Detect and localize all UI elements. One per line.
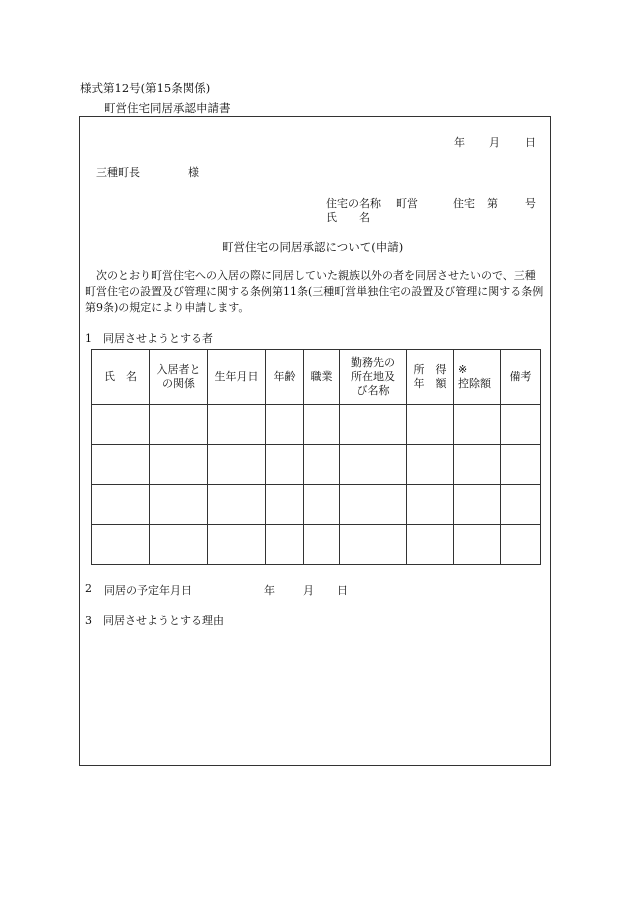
cell-workplace[interactable] xyxy=(340,445,407,485)
form-subtitle: 町営住宅同居承認申請書 xyxy=(104,101,231,115)
cell-age[interactable] xyxy=(266,445,304,485)
date-month: 月 xyxy=(489,136,500,149)
cell-relation[interactable] xyxy=(150,445,208,485)
cell-remarks[interactable] xyxy=(501,485,541,525)
cell-remarks[interactable] xyxy=(501,445,541,485)
cell-relation[interactable] xyxy=(150,525,208,565)
addressee-honorific: 様 xyxy=(188,166,199,179)
header-income: 所 得 年 額 xyxy=(407,350,454,405)
table-row xyxy=(92,405,541,445)
cohabitant-table xyxy=(91,349,541,565)
section2-day: 日 xyxy=(337,584,348,597)
header-name: 氏 名 xyxy=(92,350,150,405)
housing-number-prefix: 第 xyxy=(487,197,498,210)
applicant-name-label: 氏 名 xyxy=(326,211,370,224)
body-text: 次のとおり町営住宅への入居の際に同居していた親族以外の者を同居させたいので、三種町営住宅の設置及び管理に関する条例第11条(三種町営単独住宅の設置及び管理に関する条例第9条)の規定により申請します。 xyxy=(85,269,544,314)
header-workplace: 勤務先の 所在地及 び名称 xyxy=(340,350,407,405)
cell-relation[interactable] xyxy=(150,405,208,445)
cell-age[interactable] xyxy=(266,405,304,445)
cell-deduction[interactable] xyxy=(454,445,501,485)
cell-income[interactable] xyxy=(407,445,454,485)
cell-remarks[interactable] xyxy=(501,405,541,445)
section2-label: 同居の予定年月日 xyxy=(104,584,192,597)
section2-year: 年 xyxy=(264,584,275,597)
cell-name[interactable] xyxy=(92,445,150,485)
cell-workplace[interactable] xyxy=(340,485,407,525)
housing-unit: 住宅 xyxy=(453,197,475,210)
table-row xyxy=(92,525,541,565)
cell-age[interactable] xyxy=(266,485,304,525)
table-row xyxy=(92,445,541,485)
cell-deduction[interactable] xyxy=(454,485,501,525)
cell-workplace[interactable] xyxy=(340,525,407,565)
cell-birthdate[interactable] xyxy=(208,485,266,525)
cell-income[interactable] xyxy=(407,485,454,525)
section1-label: 1 同居させようとする者 xyxy=(85,332,213,345)
header-relation: 入居者と の関係 xyxy=(150,350,208,405)
cell-occupation[interactable] xyxy=(304,485,340,525)
form-number: 様式第12号(第15条関係) xyxy=(80,81,211,95)
cell-workplace[interactable] xyxy=(340,405,407,445)
table-header-row xyxy=(92,350,541,405)
cell-occupation[interactable] xyxy=(304,525,340,565)
cell-income[interactable] xyxy=(407,525,454,565)
housing-number-suffix: 号 xyxy=(525,197,536,210)
housing-name-label: 住宅の名称 xyxy=(326,197,381,210)
cell-birthdate[interactable] xyxy=(208,525,266,565)
header-age: 年齢 xyxy=(266,350,304,405)
cell-age[interactable] xyxy=(266,525,304,565)
section2-month: 月 xyxy=(303,584,314,597)
cell-income[interactable] xyxy=(407,405,454,445)
cell-birthdate[interactable] xyxy=(208,405,266,445)
housing-town: 町営 xyxy=(396,197,418,210)
cell-occupation[interactable] xyxy=(304,445,340,485)
section3-label: 3 同居させようとする理由 xyxy=(85,614,224,627)
cell-deduction[interactable] xyxy=(454,525,501,565)
date-day: 日 xyxy=(525,136,536,149)
cell-remarks[interactable] xyxy=(501,525,541,565)
cell-name[interactable] xyxy=(92,405,150,445)
cell-birthdate[interactable] xyxy=(208,445,266,485)
document-title: 町営住宅の同居承認について(申請) xyxy=(222,240,404,254)
header-occupation: 職業 xyxy=(304,350,340,405)
cell-name[interactable] xyxy=(92,485,150,525)
table-row xyxy=(92,485,541,525)
cell-relation[interactable] xyxy=(150,485,208,525)
date-year: 年 xyxy=(454,136,465,149)
cell-occupation[interactable] xyxy=(304,405,340,445)
header-birthdate: 生年月日 xyxy=(208,350,266,405)
cell-deduction[interactable] xyxy=(454,405,501,445)
addressee-name: 三種町長 xyxy=(96,166,140,179)
section2-number: 2 xyxy=(85,582,92,595)
cell-name[interactable] xyxy=(92,525,150,565)
header-remarks: 備考 xyxy=(501,350,541,405)
header-deduction: ※ 控除額 xyxy=(454,350,501,405)
